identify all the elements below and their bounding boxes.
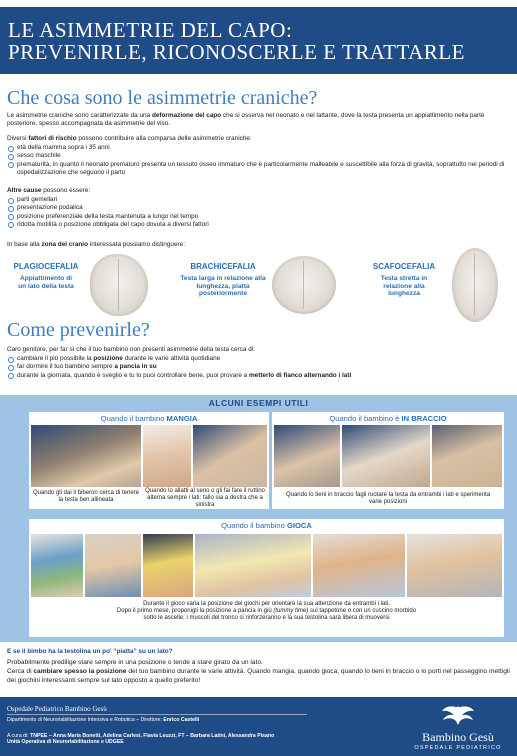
list-item: età della mamma sopra i 35 anni xyxy=(7,144,507,152)
caption-biberon: Quando gli dai il biberon cerca di tenere la testa ben allineata xyxy=(32,490,140,504)
panel-title: Quando il bambino GIOCA xyxy=(221,521,312,530)
angel-icon xyxy=(441,705,475,727)
caption-seno: Quando lo allatti al seno o gli fai fare il ruttino alterna sempre i lati: fallo sia a destra che a sinistra xyxy=(145,488,265,509)
footer xyxy=(0,697,517,756)
type-desc: Testa larga in relazione alla lunghezza, piatta posteriormente xyxy=(180,275,266,298)
breastfeeding-photo xyxy=(143,425,191,487)
panel-title: Quando il bambino è IN BRACCIO xyxy=(329,414,447,423)
title-line-1: LE ASIMMETRIE DEL CAPO: xyxy=(8,18,293,42)
prevent-intro: Caro genitore, per far sì che il tuo bambino non presenti asimmetrie della testa cerca di: xyxy=(7,346,255,353)
brachycephaly-skull-image xyxy=(272,256,336,314)
cushion-photo xyxy=(407,534,502,597)
holding-photo-2 xyxy=(342,425,430,487)
caption-gioco: Durante il gioco varia la posizione dei giochi per orientare la sua attenzione da entrambi i lati. Dopo il primo mese, proponigli la posizione a pancia in giù (tummy time) sul tappetone o con un cuscino morbido sotto le ascelle: i muscoli del tronco si rinforzeranno e la sua testolina sarà libera di muoversi xyxy=(116,601,417,622)
list-item: parti gemellari xyxy=(7,196,507,204)
tummy-time-photo xyxy=(195,534,311,597)
header-banner xyxy=(0,0,517,74)
list-item: ridotta motilità o posizione obbligata del capo dovuta a diversi fattori xyxy=(7,221,507,229)
panel-braccio xyxy=(272,412,504,509)
other-causes-intro: Altre cause possono essere: xyxy=(7,187,91,194)
playing-photo-3 xyxy=(143,534,193,597)
department-line: Dipartimento di Neuroriabilitazione Intensiva e Robotica – Direttore: Enrico Castelli xyxy=(7,717,200,723)
list-item: far dormire il tuo bambino sempre a pancia in su xyxy=(7,363,507,371)
unit-line: Unità Operativa di Neuroriabilitazione e UDGEE xyxy=(7,739,124,745)
list-item: durante la giornata, quando è sveglio e tu lo puoi controllare bene, puoi provare a metterlo di fianco alternando i lati xyxy=(7,372,507,380)
panel-gioca xyxy=(29,519,504,637)
type-name: PLAGIOCEFALIA xyxy=(13,262,79,271)
plagiocephaly-skull-image xyxy=(90,254,148,316)
credits-line: A cura di: TNPEE – Anna Maria Bonetti, Adelina Carlesi, Flavia Leuzzi, FT – Barbara Latini, Alessandra Pisano xyxy=(7,733,275,739)
list-item: sesso maschile xyxy=(7,152,507,160)
logo-name: Bambino Gesù xyxy=(422,730,494,744)
side-lying-photo xyxy=(313,534,405,597)
header-top-strip xyxy=(0,0,517,7)
flat-head-paragraph-1: Probabilmente predilige stare sempre in una posizione o tende a stare girato da un lato. xyxy=(7,659,263,666)
panel-mangia xyxy=(29,412,269,509)
type-desc: Testa stretta in relazione alla lunghezza xyxy=(380,275,428,298)
flat-head-paragraph-2: Cerca di cambiare spesso la posizione del tuo bambino durante le varie attività. Quando mangia, quando gioca, quando lo tieni in braccio o lo porti nel passeggino mettigli dei giochini interessanti sempre sul lato opposto a quello preferito! xyxy=(7,668,510,684)
holding-photo-3 xyxy=(432,425,502,487)
playing-photo-1 xyxy=(31,534,83,597)
risk-list xyxy=(7,144,507,177)
logo-subtitle: OSPEDALE PEDIATRICO xyxy=(414,745,502,751)
holding-photo-1 xyxy=(274,425,340,487)
type-desc: Appiattimento di un lato della testa xyxy=(18,275,74,290)
title-line-2: PREVENIRLE, RICONOSCERLE E TRATTARLE xyxy=(8,40,465,64)
hospital-logo xyxy=(413,705,503,752)
burping-photo xyxy=(193,425,267,487)
section-heading-prevent: Come prevenirle? xyxy=(7,319,150,341)
zone-intro: In base alla zona del cranio interessata possiamo distinguere: xyxy=(7,241,185,248)
type-name: BRACHICEFALIA xyxy=(190,262,256,271)
type-plagiocefalia xyxy=(6,262,86,290)
prevent-list xyxy=(7,355,507,380)
scaphocephaly-skull-image xyxy=(452,248,498,322)
footer-divider xyxy=(7,714,307,715)
list-item: posizione preferenziale della testa mantenuta a lungo nel tempo xyxy=(7,213,507,221)
examples-title: ALCUNI ESEMPI UTILI xyxy=(208,398,309,408)
flat-head-question: E se il bimbo ha la testolina un po' “piatta” su un lato? xyxy=(7,648,173,655)
playing-photo-2 xyxy=(85,534,141,597)
list-item: prematurità, in quanto il neonato prematuro presenta un tessuto osseo immaturo che è particolarmente malleabile e suscettibile alla forza di gravità, soprattutto nei periodi di ospedalizzazione che seguono il parto xyxy=(7,161,507,178)
type-brachicefalia xyxy=(176,262,270,298)
intro-paragraph: Le asimmetrie craniche sono caratterizzate da una deformazione del capo che si osserva nel neonato e nel lattante, dove la testa presenta un appiattimento nella parte posteriore, spesso accompagnata da asimmetrie del viso. xyxy=(7,112,485,128)
list-item: cambiare il più possibile la posizione durante le varie attività quotidiane xyxy=(7,355,507,363)
panel-title: Quando il bambino MANGIA xyxy=(100,414,198,423)
feeding-bottle-photo xyxy=(31,425,141,487)
type-scafocefalia xyxy=(364,262,444,298)
type-name: SCAFOCEFALIA xyxy=(372,262,436,271)
list-item: presentazione podalica xyxy=(7,204,507,212)
examples-section xyxy=(0,395,517,642)
section-heading-what: Che cosa sono le asimmetrie craniche? xyxy=(7,87,318,109)
risk-intro: Diversi fattori di rischio possono contribuire alla comparsa delle asimmetrie craniche: xyxy=(7,135,252,142)
caption-braccio: Quando lo tieni in braccio fagli ruotare la testa da entrambi i lati e sperimenta varie posizioni xyxy=(285,492,491,506)
other-causes-list xyxy=(7,196,507,229)
hospital-name: Ospedale Pediatrico Bambino Gesù xyxy=(7,705,107,713)
